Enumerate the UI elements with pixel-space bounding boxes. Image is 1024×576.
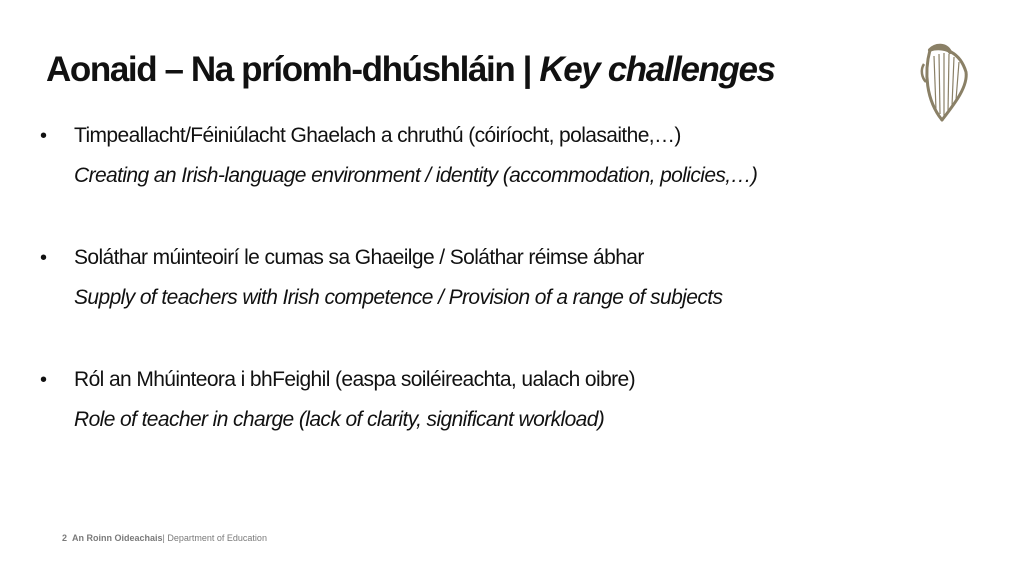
slide-title-english: Key challenges xyxy=(539,50,775,89)
bullet-item xyxy=(40,238,940,318)
slide-title xyxy=(46,50,775,90)
bullet-item xyxy=(40,116,940,196)
bullet-english-text: Creating an Irish-language environment / identity (accommodation, policies,…) xyxy=(74,164,758,187)
slide-footer xyxy=(62,533,267,543)
bullet-english-text: Role of teacher in charge (lack of clarity, significant workload) xyxy=(74,408,605,431)
bullet-dot: • xyxy=(40,125,47,147)
bullet-dot: • xyxy=(40,369,47,391)
bullet-irish-text: Timpeallacht/Féiniúlacht Ghaelach a chruthú (cóiríocht, polasaithe,…) xyxy=(74,124,681,147)
harp-emblem-icon xyxy=(916,42,972,124)
bullet-irish-text: Ról an Mhúinteora i bhFeighil (easpa soiléireachta, ualach oibre) xyxy=(74,368,636,391)
bullet-english-text: Supply of teachers with Irish competence / Provision of a range of subjects xyxy=(74,286,723,309)
footer-department-irish: An Roinn Oideachais xyxy=(72,533,163,543)
slide-title-irish: Aonaid – Na príomh-dhúshláin | xyxy=(46,50,540,89)
page-number: 2 xyxy=(62,533,68,543)
footer-department-english: | Department of Education xyxy=(162,533,267,543)
bullet-list xyxy=(40,116,940,482)
bullet-dot: • xyxy=(40,247,47,269)
bullet-item xyxy=(40,360,940,440)
bullet-irish-text: Soláthar múinteoirí le cumas sa Ghaeilge / Soláthar réimse ábhar xyxy=(74,246,644,269)
